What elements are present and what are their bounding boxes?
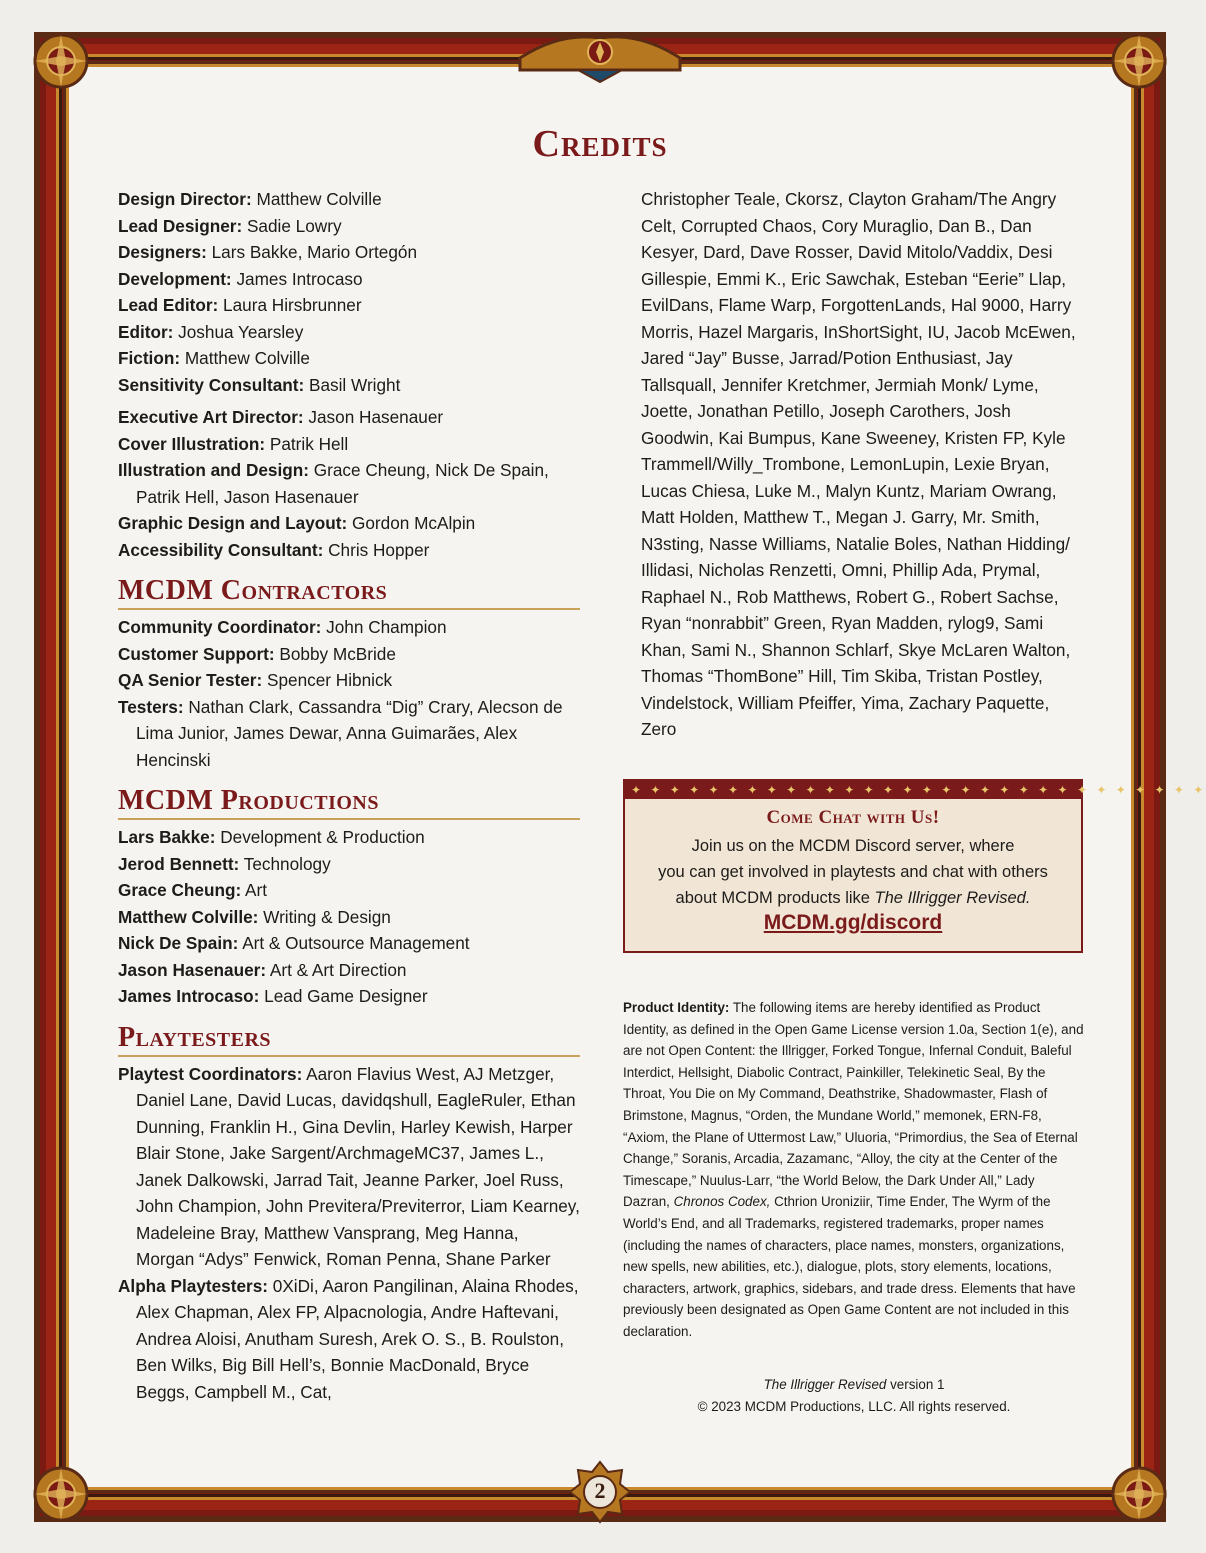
credit-entry — [118, 186, 580, 213]
left-column — [118, 186, 580, 1405]
credit-names: Spencer Hibnick — [267, 670, 393, 690]
discord-link[interactable]: MCDM.gg/discord — [763, 911, 943, 934]
credit-entry — [118, 1273, 580, 1406]
legal-text-italic: Chronos Codex, — [673, 1194, 771, 1210]
top-crest-ornament-icon — [520, 24, 680, 84]
credit-entry — [118, 457, 580, 510]
credit-entry — [118, 372, 580, 399]
credit-names: 0XiDi, Aaron Pangilinan, Alaina Rhodes, Alex Chapman, Alex FP, Alpacnologia, Andre Haftevani, Andrea Aloisi, Anutham Suresh, Arek O. S., B. Roulston, Ben Wilks, Big Bill Hell’s, Bonnie MacDonald, Bryce Beggs, Campbell M., Cat, — [136, 1275, 579, 1402]
credit-role: Lars Bakke: — [118, 827, 216, 847]
product-title: The Illrigger Revised — [763, 1377, 887, 1392]
credit-names: Grace Cheung, Nick De Spain, Patrik Hell, Jason Hasenauer — [136, 460, 549, 507]
credit-role: Designers: — [118, 242, 207, 262]
credit-names: Lars Bakke, Mario Ortegón — [211, 242, 418, 262]
credit-role: QA Senior Tester: — [118, 670, 263, 690]
credit-role: Design Director: — [118, 189, 252, 209]
copyright-footer — [623, 1374, 1085, 1417]
callout-title: Come Chat with Us! — [766, 807, 940, 828]
credit-role: James Introcaso: — [118, 986, 260, 1006]
credit-names: Art — [245, 880, 267, 900]
credit-role: Testers: — [118, 696, 184, 717]
callout-body — [645, 833, 1061, 911]
credit-role: Community Coordinator: — [118, 617, 322, 637]
credit-names: Sadie Lowry — [246, 215, 342, 236]
credit-names: Bobby McBride — [279, 643, 396, 664]
credit-names: Art & Art Direction — [269, 959, 407, 980]
core-credits — [118, 186, 580, 398]
credit-role: Customer Support: — [118, 643, 275, 664]
credit-names: Laura Hirsbrunner — [223, 295, 362, 315]
callout-line: you can get involved in playtests and chat with others — [658, 863, 1048, 881]
credit-role: Sensitivity Consultant: — [118, 374, 305, 395]
credit-role: Editor: — [118, 321, 174, 342]
credit-entry — [118, 983, 580, 1010]
version-line — [623, 1374, 1085, 1396]
corner-ornament-icon — [30, 30, 92, 92]
corner-ornament-icon — [1108, 30, 1170, 92]
credit-entry — [118, 641, 580, 668]
legal-text: Cthrion Uroniziir, Time Ender, The Wyrm of the World’s End, and all Trademarks, registered trademarks, proper names (including the names of characters, place names, monsters, organizations, new spells, new abilities, etc.), dialogue, plots, story elements, locations, characters, artwork, graphics, sidebars, and trade dress. Elements that have previously been designated as Open Game Content are not included in this declaration. — [623, 1194, 1076, 1339]
credit-entry — [118, 877, 580, 904]
credit-entry — [118, 266, 580, 293]
callout-line — [645, 885, 1061, 911]
credit-role: Playtest Coordinators: — [118, 1063, 303, 1084]
legal-label: Product Identity: — [623, 1000, 730, 1015]
credit-role: Matthew Colville: — [118, 906, 259, 927]
credit-role: Jason Hasenauer: — [118, 959, 267, 980]
product-title: The Illrigger Revised. — [874, 889, 1031, 907]
page-title: Credits — [532, 123, 668, 165]
credit-names: Nathan Clark, Cassandra “Dig” Crary, Alecson de Lima Junior, James Dewar, Anna Guimarães, Alex Hencinski — [136, 696, 563, 770]
copyright-line: © 2023 MCDM Productions, LLC. All rights reserved. — [697, 1398, 1011, 1414]
credit-role: Illustration and Design: — [118, 460, 309, 480]
credit-entry — [118, 431, 580, 458]
legal-text: The following items are hereby identified as Product Identity, as defined in the Open Game License version 1.0a, Section 1(e), and are not Open Content: the Illrigger, Forked Tongue, Infernal Conduit, Baleful Interdict, Hellsight, Diabolic Contract, Painkiller, Telekinetic Seal, By the Throat, You Die on My Command, Deathstrike, Shadowmaster, Flash of Brimstone, Magnus, “Orden, the Mundane World,” memonek, ERN-F8, “Axiom, the Plane of Uttermost Law,” Uluoria, “Primordius, the Sea of Eternal Change,” Soranis, Arcadia, Zazamanc, “Alloy, the city at the Center of the Timescape,” Nuulus-Larr, “the World Below, the Dark Under All,” Lady Dazran, — [623, 1000, 1084, 1210]
credit-entry — [118, 213, 580, 240]
callout-ornament-band: ✦ ✦ ✦ ✦ ✦ ✦ ✦ ✦ ✦ ✦ ✦ ✦ ✦ ✦ ✦ ✦ ✦ ✦ ✦ ✦ ✦ ✦ ✦ ✦ ✦ ✦ ✦ ✦ ✦ ✦ — [625, 781, 1081, 799]
credit-role: Development: — [118, 268, 232, 289]
credit-names: Joshua Yearsley — [178, 321, 304, 342]
credit-names: Technology — [243, 853, 331, 874]
credit-names: Lead Game Designer — [264, 986, 428, 1006]
credit-names: Chris Hopper — [328, 539, 430, 560]
productions-heading: MCDM Productions — [118, 785, 580, 820]
art-credits — [118, 404, 580, 563]
credit-names: Matthew Colville — [184, 348, 310, 368]
page-number: 2 — [594, 1478, 606, 1503]
credit-role: Accessibility Consultant: — [118, 539, 324, 560]
credit-names: Aaron Flavius West, AJ Metzger, Daniel Lane, David Lucas, davidqshull, EagleRuler, Ethan Dunning, Franklin H., Gina Devlin, Harley Kewish, Harper Blair Stone, Jake Sargent/ArchmageMC37, James L., Janek Dalkowski, Jarrad Tait, Jeanne Parker, Joel Russ, John Champion, John Previtera/Previterror, Liam Kearney, Madeleine Bray, Matthew Vansprang, Meg Hanna, Morgan “Adys” Fenwick, Roman Penna, Shane Parker — [136, 1063, 580, 1269]
credit-role: Lead Editor: — [118, 295, 219, 315]
credit-entry — [118, 239, 580, 266]
credit-role: Graphic Design and Layout: — [118, 513, 348, 533]
discord-callout-box — [623, 779, 1206, 953]
credit-role: Lead Designer: — [118, 215, 243, 236]
corner-ornament-icon — [30, 1463, 92, 1525]
credit-role: Jerod Bennett: — [118, 853, 240, 874]
credit-names: Basil Wright — [309, 374, 401, 395]
credit-names: John Champion — [326, 617, 447, 637]
callout-text: about MCDM products like — [675, 889, 875, 907]
playtesters-list — [118, 1061, 580, 1406]
credit-entry — [118, 930, 580, 957]
credit-entry — [118, 292, 580, 319]
credit-entry — [118, 614, 580, 641]
credit-entry — [118, 319, 580, 346]
credit-names: Gordon McAlpin — [351, 513, 476, 533]
product-identity-notice — [623, 997, 1085, 1343]
corner-ornament-icon — [1108, 1463, 1170, 1525]
credit-entry — [118, 957, 580, 984]
right-column — [641, 186, 1086, 743]
credit-names: James Introcaso — [236, 268, 363, 289]
credit-role: Fiction: — [118, 348, 181, 368]
credit-entry — [118, 537, 580, 564]
version-text: version 1 — [886, 1377, 945, 1392]
credit-role: Executive Art Director: — [118, 407, 304, 427]
credit-names: Patrik Hell — [269, 433, 349, 454]
credit-names: Jason Hasenauer — [308, 407, 444, 427]
credit-role: Cover Illustration: — [118, 433, 266, 454]
credit-names: Matthew Colville — [256, 189, 382, 209]
credit-entry — [118, 510, 580, 537]
credit-role: Nick De Spain: — [118, 933, 239, 953]
credit-entry — [118, 345, 580, 372]
credit-entry — [118, 851, 580, 878]
credit-names: Writing & Design — [263, 906, 391, 927]
credit-entry — [118, 904, 580, 931]
contractors-heading: MCDM Contractors — [118, 575, 580, 610]
credit-role: Grace Cheung: — [118, 880, 242, 900]
productions-list — [118, 824, 580, 1010]
credit-entry — [118, 667, 580, 694]
credit-entry — [118, 404, 580, 431]
contractors-list — [118, 614, 580, 773]
alpha-playtesters-continued: Christopher Teale, Ckorsz, Clayton Graham/The Angry Celt, Corrupted Chaos, Cory Muraglio, Dan B., Dan Kesyer, Dard, Dave Rosser, David Mitolo/Vaddix, Desi Gillespie, Emmi K., Eric Sawchak, Esteban “Eerie” Llap, EvilDans, Flame Warp, ForgottenLands, Hal 9000, Harry Morris, Hazel Margaris, InShortSight, IU, Jacob McEwen, Jared “Jay” Busse, Jarrad/Potion Enthusiast, Jay Tallsquall, Jennifer Kretchmer, Jermiah Monk/ Lyme, Joette, Jonathan Petillo, Joseph Carothers, Josh Goodwin, Kai Bumpus, Kane Sweeney, Kristen FP, Kyle Trammell/Willy_Trombone, LemonLupin, Lexie Bryan, Lucas Chiesa, Luke M., Malyn Kuntz, Mariam Owrang, Matt Holden, Matthew T., Megan J. Garry, Mr. Smith, N3sting, Nasse Williams, Natalie Boles, Nathan Hidding/ Illidasi, Nicholas Renzetti, Omni, Phillip Ada, Prymal, Raphael N., Rob Matthews, Robert G., Robert Sachse, Ryan “nonrabbit” Green, Ryan Madden, rylog9, Sami Khan, Sami N., Shannon Schlarf, Skye McLaren Walton, Thomas “ThomBone” Hill, Tim Skiba, Tristan Postley, Vindelstock, William Pfeiffer, Yima, Zachary Paquette, Zero — [641, 189, 1076, 739]
credit-role: Alpha Playtesters: — [118, 1275, 268, 1296]
credit-entry — [118, 694, 580, 774]
credit-entry — [118, 1061, 580, 1273]
playtesters-heading: Playtesters — [118, 1022, 580, 1057]
credit-names: Art & Outsource Management — [242, 933, 470, 953]
callout-line: Join us on the MCDM Discord server, where — [691, 837, 1015, 855]
credit-entry — [118, 824, 580, 851]
credit-names: Development & Production — [220, 827, 425, 847]
